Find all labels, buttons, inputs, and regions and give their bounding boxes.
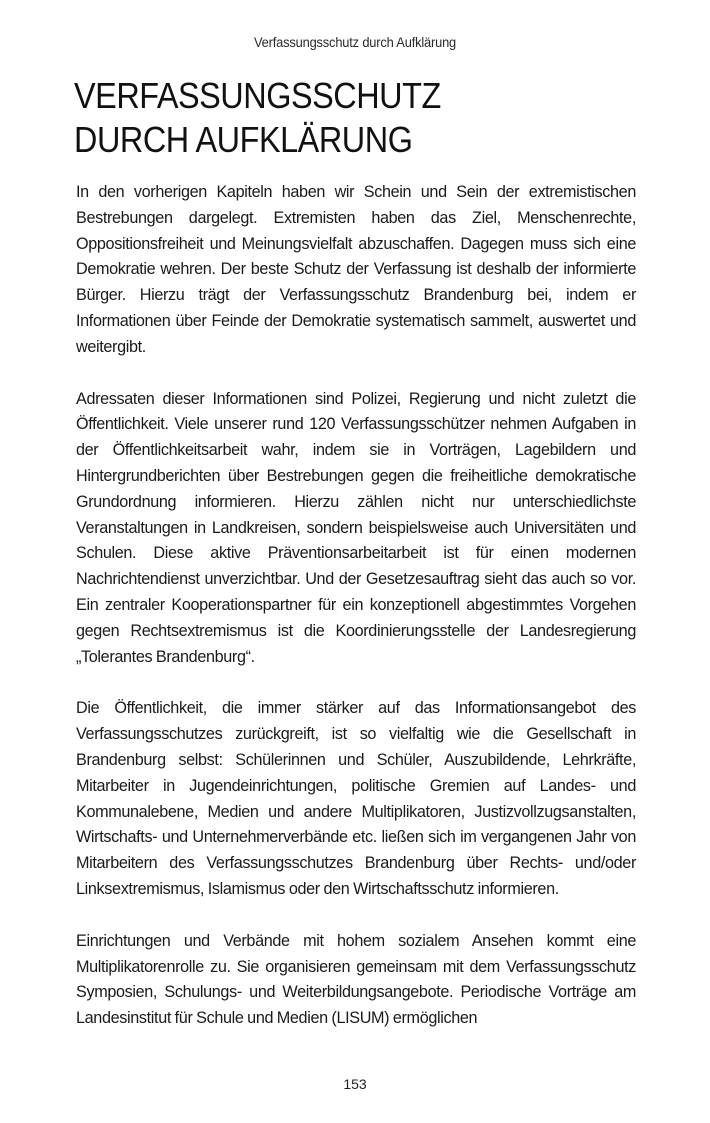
page-number: 153	[343, 1076, 367, 1092]
chapter-title-line-2: DURCH AUFKLÄRUNG	[74, 119, 413, 160]
chapter-title	[74, 74, 596, 162]
paragraph-1: In den vorherigen Kapiteln haben wir Schein und Sein der extremistischen Bestrebungen dargelegt. Extremisten haben das Ziel, Menschenrechte, Oppositionsfreiheit und Meinungsvielfalt abzuschaffen. Dagegen muss sich eine Demokratie wehren. Der beste Schutz der Verfassung ist deshalb der informierte Bürger. Hierzu trägt der Verfassungsschutz Brandenburg bei, indem er Informationen über Feinde der Demokratie systematisch sammelt, auswertet und weitergibt.	[76, 183, 636, 356]
running-header: Verfassungsschutz durch Aufklärung	[253, 34, 457, 50]
paragraph-2: Adressaten dieser Informationen sind Polizei, Regierung und nicht zuletzt die Öffentlichkeit. Viele unserer rund 120 Verfassungsschützer nehmen Aufgaben in der Öffentlichkeitsarbeit wahr, indem sie in Vorträgen, Lagebildern und Hintergrundberichten über Bestrebungen gegen die freiheitliche demokratische Grundordnung informieren. Hierzu zählen nicht nur unterschiedlichste Veranstaltungen in Landkreisen, sondern beispielsweise auch Universitäten und Schulen. Diese aktive Präventionsarbeitarbeit ist für einen modernen Nachrichtendienst unverzichtbar. Und der Gesetzesauftrag sieht das auch so vor. Ein zentraler Kooperationspartner für ein konzeptionell abgestimmtes Vorgehen gegen Rechtsextremismus ist die Koordinierungsstelle der Landesregierung „Tolerantes Brandenburg“.	[76, 389, 636, 666]
paragraph-4: Einrichtungen und Verbände mit hohem sozialem Ansehen kommt eine Multiplikatorenrolle zu. Sie organisieren gemeinsam mit dem Verfassungsschutz Symposien, Schulungs- und Weiterbildungsangebote. Periodische Vorträge am Landesinstitut für Schule und Medien (LISUM) ermöglichen	[76, 931, 636, 1028]
body-text	[76, 180, 636, 1032]
chapter-title-line-1: VERFASSUNGSSCHUTZ	[74, 75, 441, 116]
paragraph-3: Die Öffentlichkeit, die immer stärker auf das Informationsangebot des Verfassungsschutzes zurückgreift, ist so vielfaltig wie die Gesellschaft in Brandenburg selbst: Schülerinnen und Schüler, Auszubildende, Lehrkräfte, Mitarbeiter in Jugendeinrichtungen, politische Gremien auf Landes- und Kommunalebene, Medien und andere Multiplikatoren, Justizvollzugsanstalten, Wirtschafts- und Unternehmerverbände etc. ließen sich im vergangenen Jahr von Mitarbeitern des Verfassungsschutzes Brandenburg über Rechts- und/oder Linksextremismus, Islamismus oder den Wirtschaftsschutz informieren.	[76, 699, 636, 898]
